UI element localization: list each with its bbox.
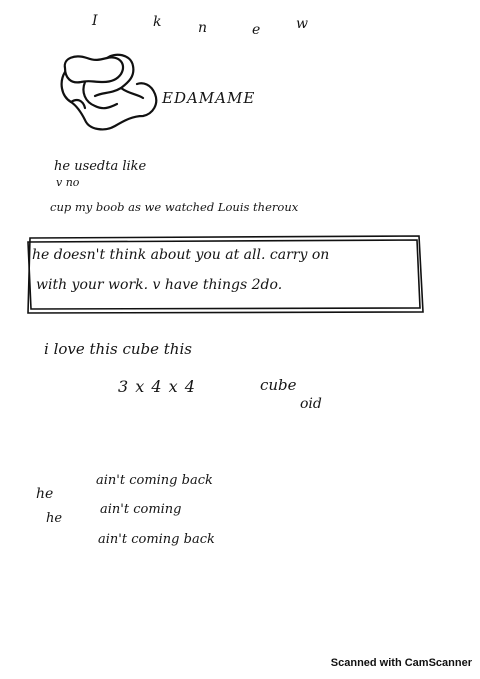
box-border [26,234,425,314]
boxed-note-line-1: he doesn't think about you at all. carry on [32,247,330,263]
bottom-line-1: ain't coming back [96,473,213,488]
title-letter-w: w [296,16,308,32]
edamame-label: EDAMAME [162,89,256,107]
bottom-line-2: ain't coming [100,502,182,517]
cube-word: cube [260,376,297,394]
title-letter-e: e [252,22,261,38]
boxed-note-line-2: with your work. v have things 2do. [36,277,283,293]
note-line-2: v no [56,176,80,189]
cube-suffix: oid [300,396,322,412]
bottom-line-3: ain't coming back [98,532,215,547]
note-line-1: he usedta like [54,159,147,174]
bottom-line-2-prefix: he [46,511,63,526]
title-letter-k: k [153,14,162,30]
note-line-3: cup my boob as we watched Louis theroux [50,200,299,214]
camscanner-watermark: Scanned with CamScanner [330,657,472,669]
cube-line-1: i love this cube this [44,340,192,358]
edamame-icon [55,52,160,134]
title-letter-n: n [198,20,208,36]
boxed-note [26,234,425,314]
bottom-line-1-prefix: he [36,486,54,502]
title-letter-i: I [92,13,98,29]
cube-dims: 3 x 4 x 4 [118,377,196,396]
